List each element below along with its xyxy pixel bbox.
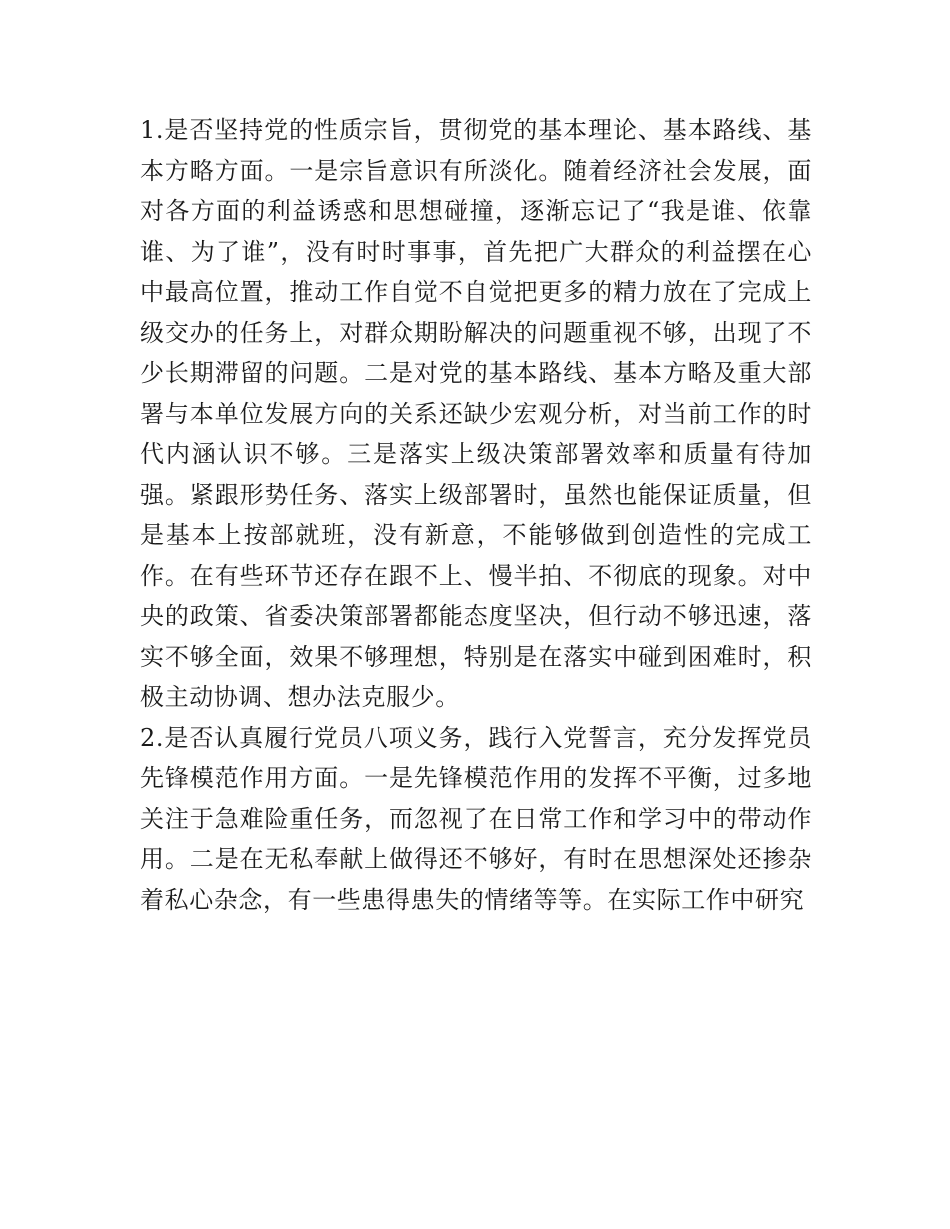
document-body <box>140 110 812 920</box>
paragraph-2: 2.是否认真履行党员八项义务，践行入党誓言，充分发挥党员先锋模范作用方面。一是先锋模范作用的发挥不平衡，过多地关注于急难险重任务，而忽视了在日常工作和学习中的带动作用。二是在无私奉献上做得还不够好，有时在思想深处还掺杂着私心杂念，有一些患得患失的情绪等等。在实际工作中研究 <box>140 723 812 914</box>
paragraph-1: 1.是否坚持党的性质宗旨，贯彻党的基本理论、基本路线、基本方略方面。一是宗旨意识有所淡化。随着经济社会发展，面对各方面的利益诱惑和思想碰撞，逐渐忘记了“我是谁、依靠谁、为了谁”，没有时时事事，首先把广大群众的利益摆在心中最高位置，推动工作自觉不自觉把更多的精力放在了完成上级交办的任务上，对群众期盼解决的问题重视不够，出现了不少长期滞留的问题。二是对党的基本路线、基本方略及重大部署与本单位发展方向的关系还缺少宏观分析，对当前工作的时代内涵认识不够。三是落实上级决策部署效率和质量有待加强。紧跟形势任务、落实上级部署时，虽然也能保证质量，但是基本上按部就班，没有新意，不能够做到创造性的完成工作。在有些环节还存在跟不上、慢半拍、不彻底的现象。对中央的政策、省委决策部署都能态度坚决，但行动不够迅速，落实不够全面，效果不够理想，特别是在落实中碰到困难时，积极主动协调、想办法克服少。 <box>140 116 812 711</box>
